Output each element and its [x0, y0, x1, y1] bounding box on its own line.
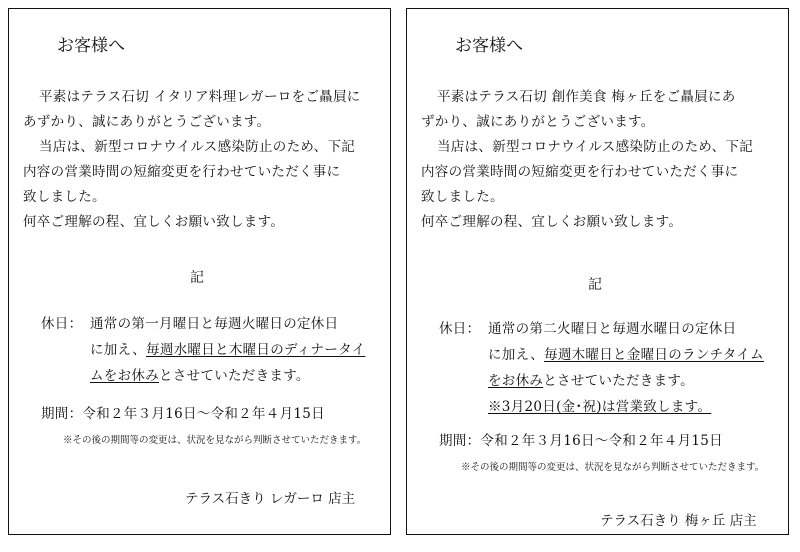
holiday-line-3-post: とさせていただきます。 — [543, 373, 694, 389]
holiday-label: 休日： — [41, 316, 83, 332]
period-line: 期間：令和２年３月16日～令和２年４月15日 — [41, 406, 325, 422]
exception-line — [488, 395, 711, 415]
greeting-line-1: 平素はテラス石切 イタリア料理レガーロをご贔屓に — [39, 89, 361, 105]
holiday-line-1: 通常の第二火曜日と毎週水曜日の定休日 — [488, 321, 737, 337]
greeting-line-1: 平素はテラス石切 創作美食 梅ヶ丘をご贔屓にあ — [437, 89, 736, 105]
notice-line-3: 致しました。 — [421, 189, 504, 205]
signature: テラス石きり レガーロ 店主 — [185, 491, 356, 507]
holiday-line-2-underlined: 毎週水曜日と木曜日のディナータイ — [146, 342, 366, 358]
greeting-line-2: ずかり、誠にありがとうございます。 — [421, 114, 655, 130]
holiday-line-3 — [90, 364, 310, 384]
holiday-line-3-post: とさせていただきます。 — [159, 368, 310, 384]
notice-line-2: 内容の営業時間の短縮変更を行わせていただく事に — [421, 164, 739, 180]
holiday-line-2-pre: に加え、 — [488, 347, 545, 363]
holiday-line-3-underlined: をお休み — [488, 373, 544, 389]
notice-line-1: 当店は、新型コロナウイルス感染防止のため、下記 — [39, 139, 356, 155]
footnote: ※その後の期間等の変更は、状況を見ながら判断させていただきます。 — [461, 462, 765, 473]
period-line: 期間：令和２年３月16日～令和２年４月15日 — [439, 433, 723, 449]
holiday-line-1: 通常の第一月曜日と毎週火曜日の定休日 — [90, 316, 339, 332]
salutation: お客様へ — [455, 36, 523, 56]
exception-note: ※3月20日(金･祝)は営業致します。 — [488, 399, 712, 415]
request-line: 何卒ご理解の程、宜しくお願い致します。 — [23, 214, 285, 230]
signature: テラス石きり 梅ヶ丘 店主 — [600, 513, 757, 529]
holiday-line-2 — [488, 343, 764, 363]
notice-umegaoka — [406, 8, 789, 535]
greeting-line-2: あずかり、誠にありがとうございます。 — [23, 114, 271, 130]
holiday-label: 休日： — [439, 321, 481, 337]
holiday-line-2 — [90, 338, 365, 358]
holiday-line-3 — [488, 369, 694, 389]
footnote: ※その後の期間等の変更は、状況を見ながら判断させていただきます。 — [63, 435, 367, 446]
holiday-line-3-underlined: ムをお休み — [90, 368, 159, 384]
request-line: 何卒ご理解の程、宜しくお願い致します。 — [421, 214, 683, 230]
notice-regalo — [8, 8, 391, 535]
notice-line-2: 内容の営業時間の短縮変更を行わせていただく事に — [23, 164, 341, 180]
notice-line-1: 当店は、新型コロナウイルス感染防止のため、下記 — [437, 139, 754, 155]
ki-heading: 記 — [190, 270, 204, 286]
holiday-line-2-pre: に加え、 — [90, 342, 147, 358]
holiday-line-2-underlined: 毎週木曜日と金曜日のランチタイム — [544, 347, 764, 363]
salutation: お客様へ — [57, 36, 125, 56]
notice-line-3: 致しました。 — [23, 189, 106, 205]
ki-heading: 記 — [588, 277, 602, 293]
